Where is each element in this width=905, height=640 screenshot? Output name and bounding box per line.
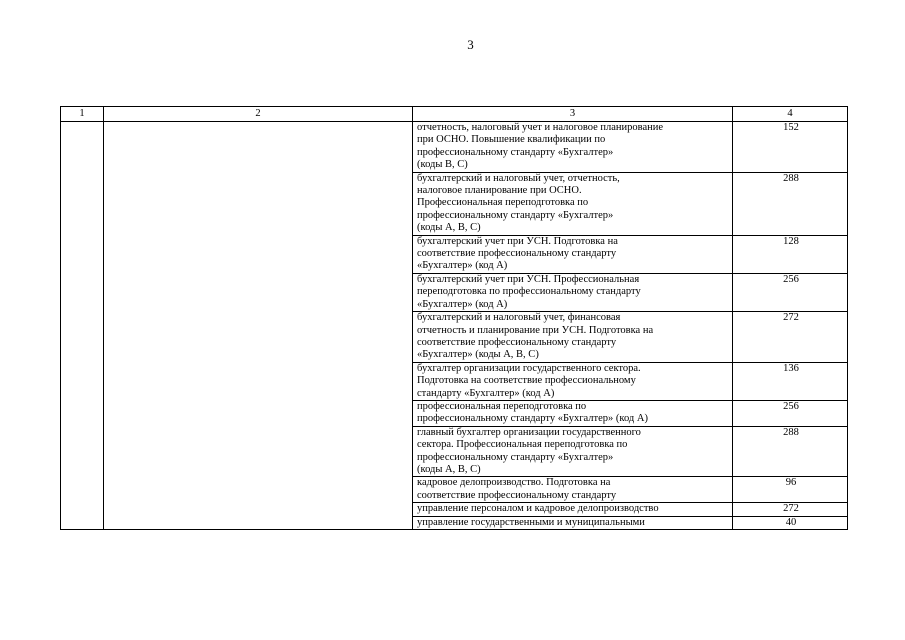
program-name-line: управление персоналом и кадровое делопроизводство [417, 503, 659, 515]
program-name-line: отчетность и планирование при УСН. Подготовка на [417, 324, 654, 336]
program-name-line: профессиональному стандарту «Бухгалтер» (код А) [417, 413, 648, 425]
program-name-line: бухгалтерский учет при УСН. Профессиональная [417, 273, 640, 285]
program-name-line: соответствие профессиональному стандарту [417, 248, 617, 260]
program-name-line: стандарту «Бухгалтер» (код А) [417, 387, 555, 399]
program-name-line: (коды А, В, С) [417, 463, 481, 475]
hours-cell: 288 [733, 172, 848, 235]
program-table [60, 106, 848, 530]
program-name-cell [413, 362, 733, 400]
program-name-cell [413, 426, 733, 477]
program-name-cell [413, 273, 733, 311]
program-name-line: профессиональному стандарту «Бухгалтер» [417, 209, 614, 221]
program-name-line: главный бухгалтер организации государственного [417, 426, 641, 438]
program-name-line: налоговое планирование при ОСНО. [417, 185, 582, 197]
header-col-2: 2 [104, 107, 413, 122]
program-name-line: переподготовка по профессиональному стандарту [417, 286, 641, 298]
program-name-cell [413, 172, 733, 235]
page-number: 3 [467, 37, 474, 52]
table-row [61, 122, 848, 173]
hours-cell: 128 [733, 235, 848, 273]
program-name-line: «Бухгалтер» (код А) [417, 298, 508, 310]
program-name-line: «Бухгалтер» (коды А, В, С) [417, 349, 539, 361]
program-name-line: (коды В, С) [417, 159, 468, 171]
hours-cell: 256 [733, 273, 848, 311]
program-name-cell [413, 312, 733, 363]
cell-col-1-merged [61, 122, 104, 530]
table-header-row [61, 107, 848, 122]
header-col-4: 4 [733, 107, 848, 122]
program-name-line: управление государственными и муниципальными [417, 516, 645, 528]
program-name-line: (коды А, В, С) [417, 222, 481, 234]
hours-cell: 96 [733, 477, 848, 503]
hours-cell: 152 [733, 122, 848, 173]
program-name-line: при ОСНО. Повышение квалификации по [417, 134, 606, 146]
program-name-line: отчетность, налоговый учет и налоговое планирование [417, 122, 664, 133]
hours-cell: 272 [733, 312, 848, 363]
program-name-line: бухгалтерский учет при УСН. Подготовка на [417, 235, 618, 247]
program-name-line: бухгалтер организации государственного сектора. [417, 362, 641, 374]
cell-col-2-merged [104, 122, 413, 530]
program-name-cell [413, 477, 733, 503]
hours-cell: 272 [733, 503, 848, 516]
program-name-line: профессиональная переподготовка по [417, 400, 587, 412]
program-name-cell [413, 122, 733, 173]
program-name-line: сектора. Профессиональная переподготовка по [417, 439, 628, 451]
hours-cell: 136 [733, 362, 848, 400]
header-col-3: 3 [413, 107, 733, 122]
table-body [61, 122, 848, 530]
program-name-line: бухгалтерский и налоговый учет, отчетность, [417, 172, 620, 184]
program-name-cell [413, 400, 733, 426]
program-name-cell [413, 235, 733, 273]
header-col-1: 1 [61, 107, 104, 122]
program-name-line: Подготовка на соответствие профессиональному [417, 375, 636, 387]
program-name-line: профессиональному стандарту «Бухгалтер» [417, 146, 614, 158]
program-name-line: соответствие профессиональному стандарту [417, 489, 617, 501]
program-name-cell [413, 503, 733, 516]
hours-cell: 288 [733, 426, 848, 477]
program-name-line: соответствие профессиональному стандарту [417, 336, 617, 348]
hours-cell: 40 [733, 516, 848, 529]
hours-cell: 256 [733, 400, 848, 426]
program-name-cell [413, 516, 733, 529]
program-name-line: бухгалтерский и налоговый учет, финансовая [417, 312, 621, 324]
program-name-line: Профессиональная переподготовка по [417, 197, 589, 209]
program-name-line: профессиональному стандарту «Бухгалтер» [417, 451, 614, 463]
program-name-line: кадровое делопроизводство. Подготовка на [417, 477, 611, 489]
program-name-line: «Бухгалтер» (код А) [417, 260, 508, 272]
